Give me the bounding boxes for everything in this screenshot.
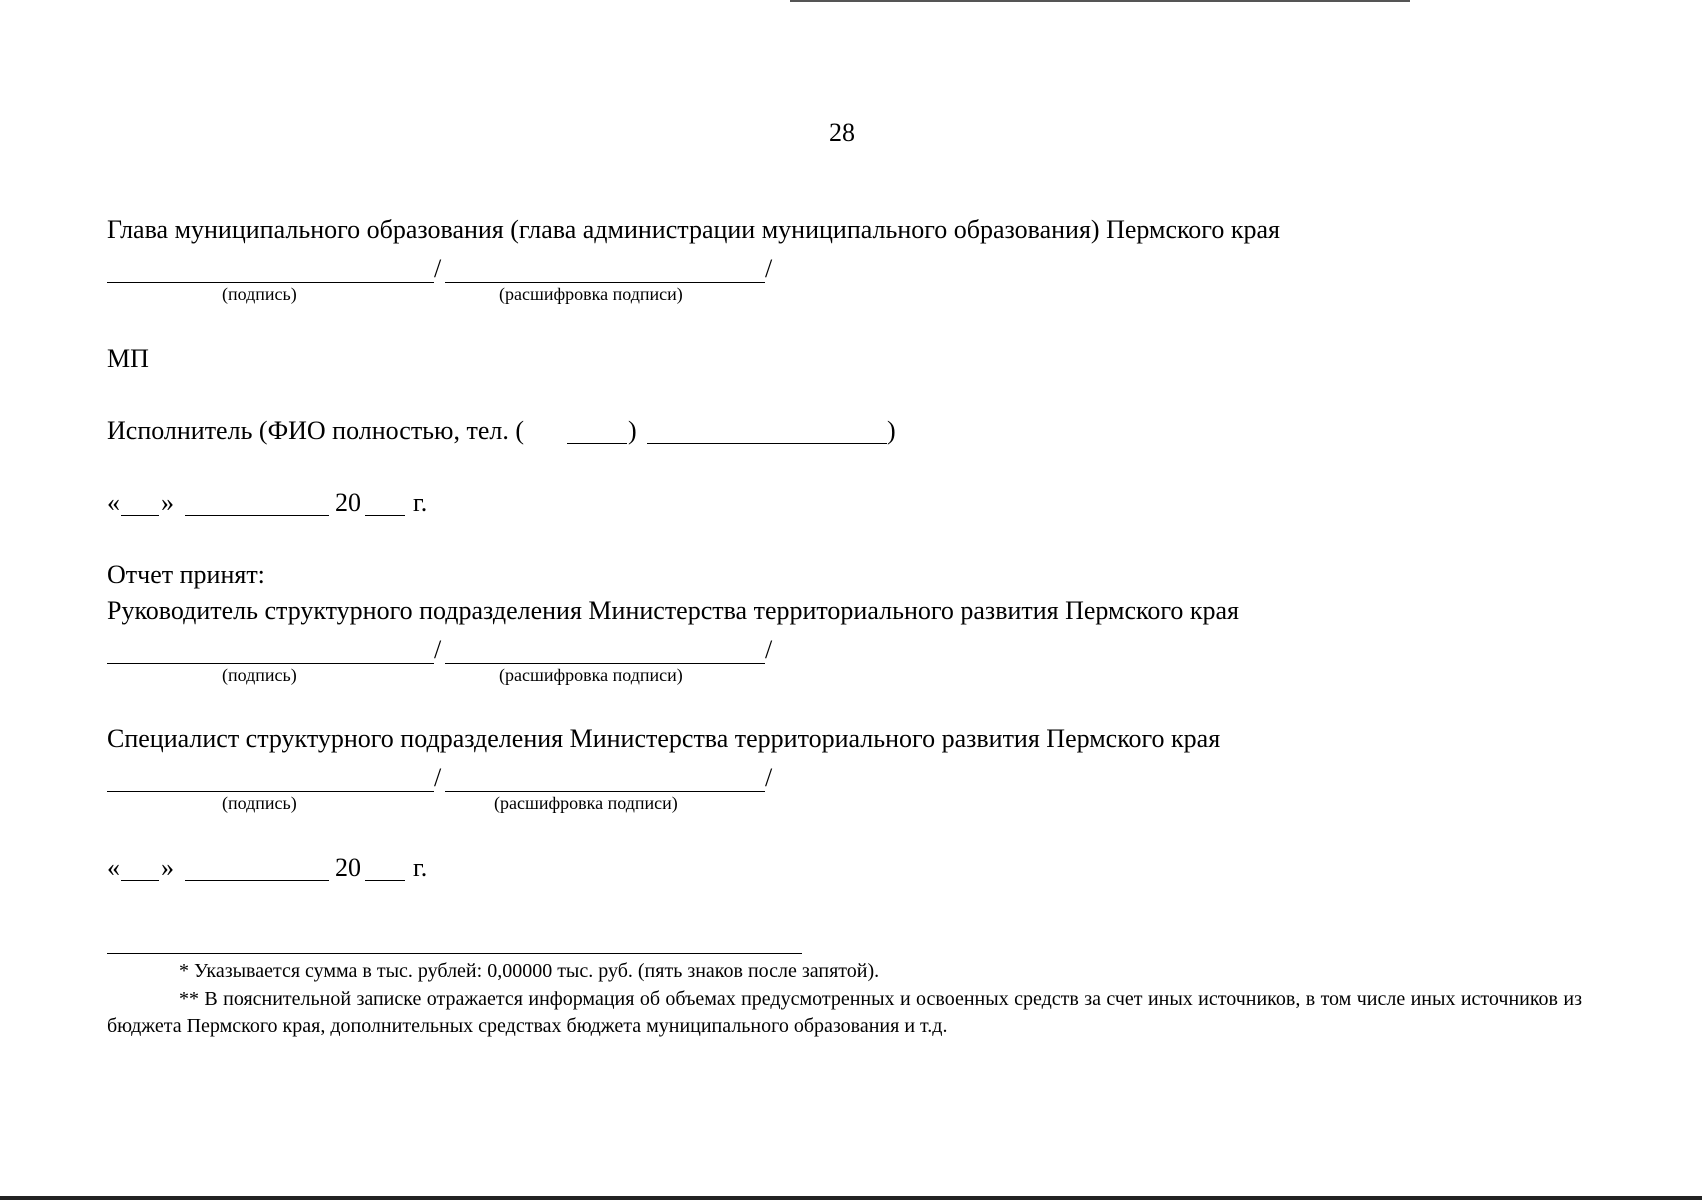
- date1-year-prefix: 20: [335, 488, 361, 517]
- date2-year-prefix: 20: [335, 853, 361, 882]
- executor-label: Исполнитель (ФИО полностью, тел. (: [107, 416, 525, 445]
- accepted-label: Отчет принят:: [107, 560, 265, 589]
- date2-open-quote: «: [107, 853, 120, 882]
- footnote-2-text: ** В пояснительной записке отражается информация об объемах предусмотренных и освоенных средств за счет иных источников, в том числе иных источников из бюджета Пермского края, дополнительных средствах бюджета муниципального образования и т.д.: [107, 988, 1582, 1037]
- phone-code-field[interactable]: [567, 443, 627, 444]
- specialist-decode-label: (расшифровка подписи): [494, 793, 678, 813]
- head-slash-2: /: [765, 254, 773, 283]
- specialist-slash-1: /: [434, 763, 442, 792]
- date1-open-quote: «: [107, 488, 120, 517]
- date1-year-suffix: г.: [413, 488, 428, 517]
- date2-year-suffix: г.: [413, 853, 428, 882]
- date1-month-field[interactable]: [185, 515, 329, 516]
- date2-close-quote: »: [161, 853, 174, 882]
- date2-year-field[interactable]: [365, 880, 405, 881]
- manager-sign-label: (подпись): [222, 665, 297, 685]
- manager-slash-2: /: [765, 635, 773, 664]
- head-title: Глава муниципального образования (глава администрации муниципального образования) Пермского края: [107, 215, 1280, 244]
- manager-slash-1: /: [434, 635, 442, 664]
- scan-edge-bottom: [0, 1196, 1702, 1200]
- specialist-slash-2: /: [765, 763, 773, 792]
- date1-close-quote: »: [161, 488, 174, 517]
- footnote-2: [107, 986, 1582, 1040]
- manager-decode-label: (расшифровка подписи): [499, 665, 683, 685]
- executor-end-paren: ): [887, 416, 896, 445]
- manager-title: Руководитель структурного подразделения Министерства территориального развития Пермского края: [107, 596, 1239, 625]
- date1-year-field[interactable]: [365, 515, 405, 516]
- specialist-sign-label: (подпись): [222, 793, 297, 813]
- date2-month-field[interactable]: [185, 880, 329, 881]
- head-sign-label: (подпись): [222, 284, 297, 304]
- executor-paren-close: ): [628, 416, 637, 445]
- page-number: 28: [829, 118, 855, 147]
- head-decode-label: (расшифровка подписи): [499, 284, 683, 304]
- specialist-title: Специалист структурного подразделения Министерства территориального развития Пермского края: [107, 724, 1221, 753]
- date2-day-field[interactable]: [121, 880, 159, 881]
- phone-number-field[interactable]: [647, 443, 887, 444]
- scan-edge-top: [790, 0, 1410, 2]
- head-slash-1: /: [434, 254, 442, 283]
- stamp-label: МП: [107, 344, 149, 373]
- footnote-separator: [107, 953, 802, 954]
- footnote-1: * Указывается сумма в тыс. рублей: 0,00000 тыс. руб. (пять знаков после запятой).: [179, 960, 880, 982]
- date1-day-field[interactable]: [121, 515, 159, 516]
